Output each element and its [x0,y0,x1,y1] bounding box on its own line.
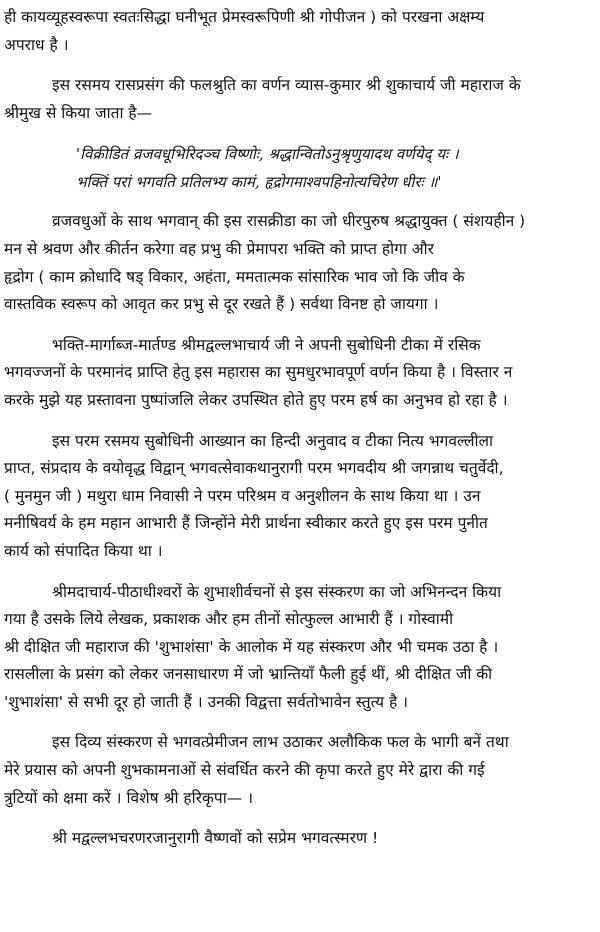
verse-line: 'विक्रीडितं व्रजवधूभिरिदञ्च विष्णोः, श्रद्धान्वितोऽनुश्रृणुयादथ वर्णयेद् यः । [76,145,459,164]
text-line: कार्य को संपादित किया था । [4,541,163,560]
sanskrit-verse [4,140,586,196]
text-line: प्राप्त, संप्रदाय के वयोवृद्ध विद्वान् भगवत्सेवाकथानुरागी परम भगवदीय श्री जगन्नाथ चतुर्वेदी, [4,459,504,478]
text-line: श्री दीक्षित जी महाराज की 'शुभाशंसा' के आलोक में यह संस्करण और भी चमक उठा है । [4,637,499,656]
text-line: व्रजवधुओं के साथ भगवान् की इस रासक्रीडा का जो धीरपुरुष श्रद्धायुक्त ( संशयहीन ) [52,212,526,231]
text-line: श्रीमदाचार्य-पीठाधीश्वरों के शुभाशीर्वचनों से इस संस्करण का जो अभिनन्दन किया [52,582,502,601]
closing-salutation: श्री मद्वल्लभचरणरजानुरागी वैष्णवों को सप्रेम भगवत्स्मरण ! [52,829,379,848]
text-line: श्रीमुख से किया जाता है— [4,103,153,122]
paragraph-4 [4,332,586,415]
text-line: वास्तविक स्वरूप को आवृत कर प्रभु से दूर रखते हैं ) सर्वथा विनष्ट हो जायगा । [4,295,439,314]
text-line: मेरे प्रयास को अपनी शुभकामनाओं से संवर्धित करने की कृपा करते हुए मेरे द्वारा की गई [4,761,485,780]
text-line: 'शुभाशंसा' से सभी दूर हो जाती हैं । उनकी विद्वत्ता सर्वतोभावेन स्तुत्य है । [4,692,409,711]
text-line: इस परम रसमय सुबोधिनी आख्यान का हिन्दी अनुवाद व टीका नित्य भगवल्लीला [52,431,494,450]
text-line: मन से श्रवण और कीर्तन करेगा वह प्रभु की प्रेमापरा भक्ति को प्राप्त होगा और [4,239,435,258]
paragraph-3 [4,208,586,318]
paragraph-1 [4,4,586,59]
text-line: ही कायव्यूहस्वरूपा स्वतःसिद्धा घनीभूत प्रेमस्वरूपिणी श्री गोपीजन ) को परखना अक्षम्य [4,8,485,26]
paragraph-5 [4,428,586,566]
text-line: अपराध है । [4,35,69,54]
text-line: मनीषिवर्य के हम महान आभारी हैं जिन्होंने मेरी प्रार्थना स्वीकार करते हुए इस परम पुनीत [4,514,488,533]
text-line: त्रुटियों को क्षमा करें । विशेष श्री हरिकृपा— । [4,788,254,807]
text-line: करके मुझे यह प्रस्तावना पुष्पांजलि लेकर उपस्थित होते हुए परम हर्ष का अनुभव हो रहा है । [4,390,508,409]
text-line: रासलीला के प्रसंग को लेकर जनसाधारण में जो भ्रान्तियाँ फैली हुई थीं, श्री दीक्षित जी की [4,665,493,684]
text-line: हृद्रोग ( काम क्रोधादि षड् विकार, अहंता, ममतात्मक सांसारिक भाव जो कि जीव के [4,267,465,286]
text-line: भगवज्जनों के परमानंद प्राप्ति हेतु इस महारास का सुमधुरभावपूर्ण वर्णन किया है । विस्तार न [4,363,513,382]
text-line: इस दिव्य संस्करण से भगवत्प्रेमीजन लाभ उठाकर अलौकिक फल के भागी बनें तथा [52,733,509,752]
text-line: इस रसमय रासप्रसंग की फलश्रुति का वर्णन व्यास-कुमार श्री शुकाचार्य जी महाराज के [52,76,521,95]
text-line: भक्ति-मार्गाब्ज-मार्तण्ड श्रीमद्वल्लभाचार्य जी ने अपनी सुबोधिनी टीका में रसिक [52,335,481,354]
paragraph-2 [4,72,586,127]
verse-line: भक्तिं परां भगवति प्रतिलभ्य कामं, हृद्रोगमाश्वपहिनोत्यचिरेण धीरः ॥' [76,173,442,192]
text-line: गया है उसके लिये लेखक, प्रकाशक और हम तीनों सोत्फुल्ल आभारी हैं । गोस्वामी [4,610,454,629]
paragraph-7 [4,729,586,812]
text-line: ( मुनमुन जी ) मथुरा धाम निवासी ने परम परिश्रम व अनुशीलन के साथ किया था । उन [4,486,481,505]
paragraph-6 [4,579,586,717]
